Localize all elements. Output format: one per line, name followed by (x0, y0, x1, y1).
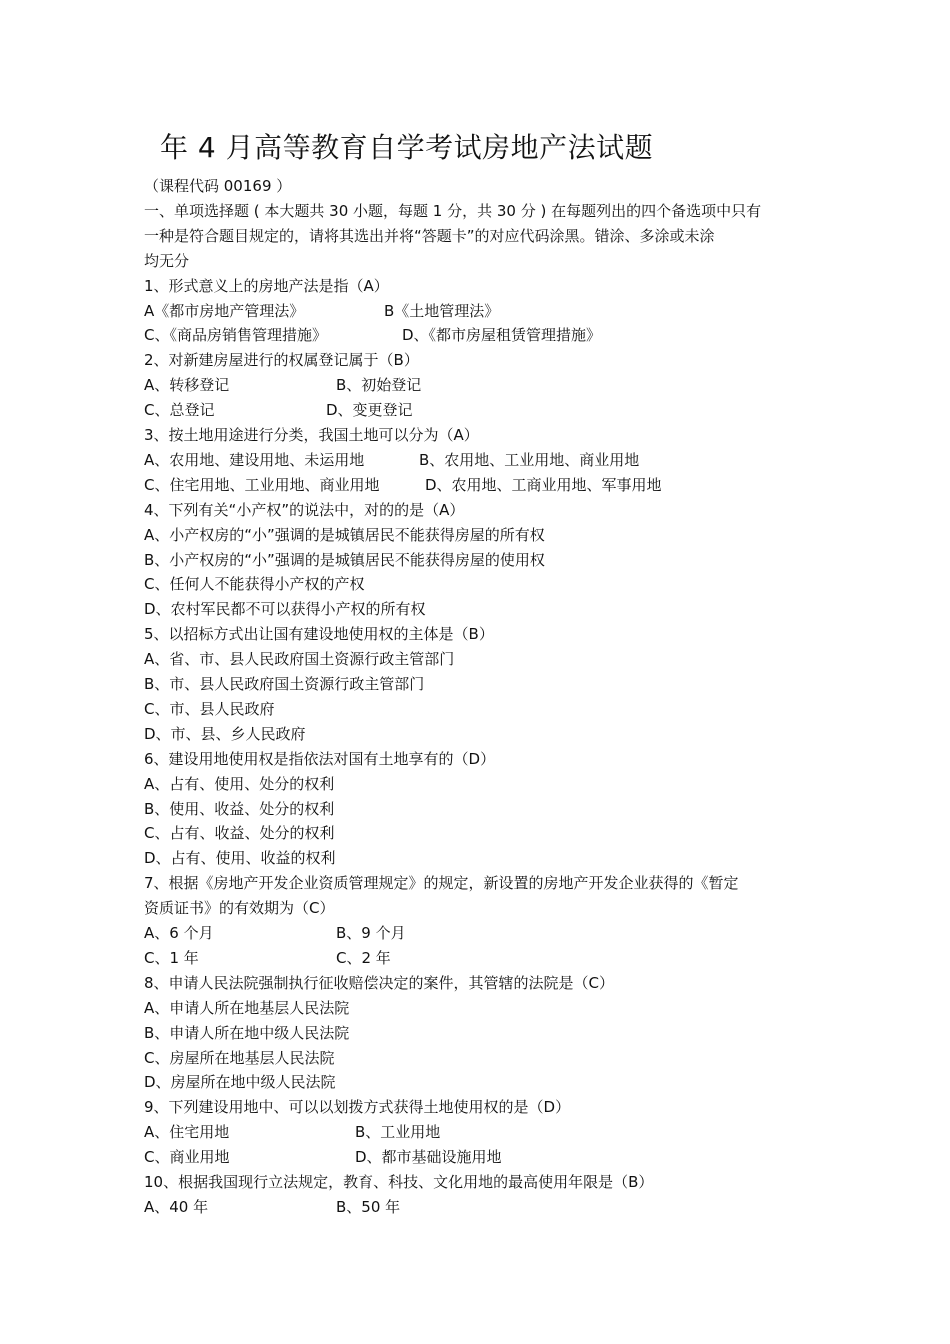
line-text: 6、建设用地使用权是指依法对国有土地享有的（D） (144, 750, 496, 768)
option-line (144, 672, 424, 696)
option-line (144, 523, 545, 547)
question-line (144, 1170, 653, 1194)
option-line (144, 722, 306, 746)
line-text: C、占有、收益、处分的权利 (144, 824, 335, 842)
question-line (144, 274, 389, 298)
line-text: 1、形式意义上的房地产法是指（A） (144, 277, 389, 295)
line-text: C、1 年 (144, 949, 199, 967)
option-text-right: D、变更登记 (326, 401, 413, 419)
line-text: C、《商品房销售管理措施》 (144, 326, 327, 344)
line-text: 3、按土地用途进行分类，我国土地可以分为（A） (144, 426, 479, 444)
line-text: C、商业用地 (144, 1148, 230, 1166)
line-text: A《都市房地产管理法》 (144, 302, 305, 320)
question-line (144, 498, 464, 522)
line-text: C、房屋所在地基层人民法院 (144, 1049, 335, 1067)
option-text-right: D、都市基础设施用地 (355, 1148, 502, 1166)
line-text: C、住宅用地、工业用地、商业用地 (144, 476, 380, 494)
option-text-right: C、2 年 (336, 949, 391, 967)
question-line (144, 1095, 570, 1119)
line-text: A、住宅用地 (144, 1123, 230, 1141)
option-text-right: B《土地管理法》 (384, 302, 500, 320)
line-text: 7、根据《房地产开发企业资质管理规定》的规定，新设置的房地产开发企业获得的《暂定 (144, 874, 739, 892)
line-text: 5、以招标方式出让国有建设地使用权的主体是（B） (144, 625, 494, 643)
course-code: （课程代码 00169 ） (144, 177, 292, 195)
option-line (144, 1021, 349, 1045)
line-text: A、40 年 (144, 1198, 209, 1216)
line-text: 4、下列有关“小产权”的说法中，对的的是（A） (144, 501, 465, 519)
line-text: C、市、县人民政府 (144, 700, 275, 718)
line-text: B、使用、收益、处分的权利 (144, 800, 335, 818)
instruction-line: 均无分 (144, 252, 190, 270)
line-text: D、房屋所在地中级人民法院 (144, 1073, 336, 1091)
option-line (144, 448, 640, 472)
line-text: A、申请人所在地基层人民法院 (144, 999, 350, 1017)
line-text: A、省、市、县人民政府国土资源行政主管部门 (144, 650, 455, 668)
line-text: 8、申请人民法院强制执行征收赔偿决定的案件，其管辖的法院是（C） (144, 974, 615, 992)
option-line (144, 946, 391, 970)
option-text-right: B、初始登记 (336, 376, 422, 394)
option-line (144, 797, 334, 821)
option-line (144, 572, 364, 596)
option-text-right: D、《都市房屋租赁管理措施》 (402, 326, 602, 344)
line-text: D、农村军民都不可以获得小产权的所有权 (144, 600, 426, 618)
option-line (144, 373, 422, 397)
instruction-line: 一、单项选择题 ( 本大题共 30 小题，每题 1 分，共 30 分 ) 在每题列出的四个备选项中只有 (144, 202, 762, 220)
line-text: B、小产权房的“小”强调的是城镇居民不能获得房屋的使用权 (144, 551, 545, 569)
option-line (144, 821, 334, 845)
line-text: A、占有、使用、处分的权利 (144, 775, 335, 793)
line-text: A、小产权房的“小”强调的是城镇居民不能获得房屋的所有权 (144, 526, 545, 544)
line-text: A、转移登记 (144, 376, 230, 394)
line-text: A、农用地、建设用地、未运用地 (144, 451, 365, 469)
line-text: A、6 个月 (144, 924, 214, 942)
document-title: 年 4 月高等教育自学考试房地产法试题 (160, 131, 654, 164)
line-text: 10、根据我国现行立法规定，教育、科技、文化用地的最高使用年限是（B） (144, 1173, 654, 1191)
question-line (144, 747, 495, 771)
option-line (144, 996, 349, 1020)
option-line (144, 597, 426, 621)
option-line (144, 1145, 502, 1169)
option-line (144, 473, 662, 497)
question-line (144, 348, 419, 372)
question-line (144, 896, 334, 920)
question-line (144, 423, 479, 447)
option-line (144, 772, 334, 796)
line-text: 资质证书》的有效期为（C） (144, 899, 335, 917)
option-text-right: D、农用地、工商业用地、军事用地 (425, 476, 662, 494)
option-line (144, 1070, 336, 1094)
line-text: C、总登记 (144, 401, 215, 419)
line-text: B、市、县人民政府国土资源行政主管部门 (144, 675, 425, 693)
option-line (144, 323, 602, 347)
option-line (144, 846, 336, 870)
option-text-right: B、工业用地 (355, 1123, 441, 1141)
option-line (144, 647, 454, 671)
option-line (144, 1046, 334, 1070)
option-line (144, 299, 500, 323)
question-line (144, 871, 739, 895)
option-text-right: B、农用地、工业用地、商业用地 (419, 451, 640, 469)
question-line (144, 622, 494, 646)
option-line (144, 398, 413, 422)
option-line (144, 921, 406, 945)
question-line (144, 971, 614, 995)
instruction-line: 一种是符合题目规定的，请将其选出并将“答题卡”的对应代码涂黑。错涂、多涂或未涂 (144, 227, 715, 245)
line-text: D、市、县、乡人民政府 (144, 725, 306, 743)
option-line (144, 697, 274, 721)
line-text: 9、下列建设用地中、可以以划拨方式获得土地使用权的是（D） (144, 1098, 571, 1116)
option-text-right: B、50 年 (336, 1198, 401, 1216)
line-text: 2、对新建房屋进行的权属登记属于（B） (144, 351, 419, 369)
option-line (144, 1195, 401, 1219)
line-text: B、申请人所在地中级人民法院 (144, 1024, 350, 1042)
option-line (144, 548, 545, 572)
option-line (144, 1120, 441, 1144)
line-text: D、占有、使用、收益的权利 (144, 849, 336, 867)
option-text-right: B、9 个月 (336, 924, 406, 942)
line-text: C、任何人不能获得小产权的产权 (144, 575, 365, 593)
